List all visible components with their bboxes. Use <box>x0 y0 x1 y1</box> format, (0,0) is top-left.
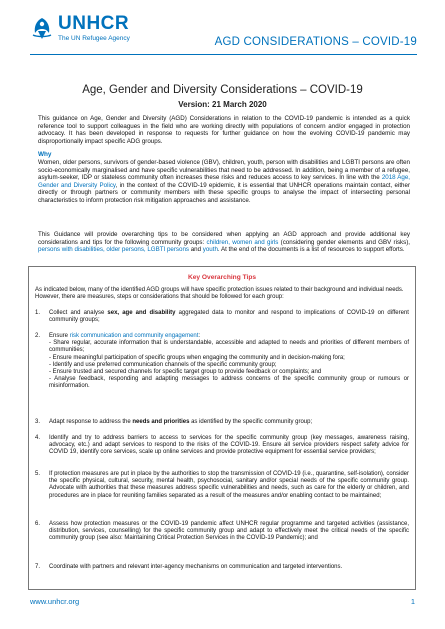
org-name: UNHCR <box>58 13 130 34</box>
page-header <box>0 0 445 70</box>
document-banner: AGD CONSIDERATIONS – COVID-19 <box>214 36 417 48</box>
tip-number: 2. <box>35 333 41 339</box>
org-tagline: The UN Refugee Agency <box>58 35 130 42</box>
risk-communication-link[interactable]: risk communication and community engagement <box>69 333 199 339</box>
tip-text: as identified by the specific community group; <box>189 419 313 425</box>
tip-text: Coordinate with partners and relevant inter-agency mechanisms on communication and targeted interventions. <box>49 564 343 570</box>
why-text-2: , in the context of the COVID-19 epidemic, it is essential that UNHCR operations maintain contact, either directly or through partners or community members with these specific groups to analyse the impact of intersecting personal characteristics to inform protection risk mitigation approaches and assistance. <box>38 181 410 204</box>
tip-subpoint: - Ensure trusted and secured channels for specific target group to provide feedback or complaints; and <box>49 369 322 376</box>
tip-item <box>35 435 409 457</box>
tip-item <box>35 471 409 500</box>
tip-text: Identify and try to address barriers to access to services for the specific community group (key messages, awareness raising, advocacy, etc.) and adapt services to respond to the risks of the COVID-19. Ensure all service providers respect safety advice for COVID 19, identify core services, scale up online services and provide protective equipment for essential service providers; <box>49 435 409 456</box>
tip-number: 3. <box>35 419 41 425</box>
document-title: Age, Gender and Diversity Considerations – COVID-19 <box>82 84 363 96</box>
tip-number: 4. <box>35 435 41 441</box>
tips-title: Key Overarching Tips <box>187 274 257 281</box>
youth-link[interactable]: youth <box>202 246 218 254</box>
key-tips-box <box>28 266 416 590</box>
guidance-text-4: . At the end of the documents is a list of resources to support efforts. <box>217 246 405 254</box>
tip-number: 6. <box>35 521 41 527</box>
guidance-paragraph <box>38 231 410 254</box>
tip-item <box>35 333 409 391</box>
header-divider <box>30 54 417 55</box>
footer-website-link[interactable]: www.unhcr.org <box>30 597 80 606</box>
why-paragraph <box>38 159 410 205</box>
agd-policy-link[interactable]: 2018 Age, Gender and Diversity Policy <box>38 174 411 189</box>
tip-subpoint: - Share regular, accurate information that is understandable, accessible and adapted to needs and priorities of different members of communities; <box>49 340 409 354</box>
tip-item <box>35 521 409 543</box>
tip-bold-text: needs and priorities <box>132 419 190 425</box>
tip-number: 5. <box>35 471 41 477</box>
tip-number: 7. <box>35 564 41 570</box>
why-text-1: Women, older persons, survivors of gender-based violence (GBV), children, youth, person with disabilities and LGBTI persons are often socio-economically marginalised and have specific vulnerabilities that need to be addressed. In addition, being a member of a refugee, asylum-seeker, IDP or stateless community often increases these risks and reduces access to key services. In line with the <box>38 159 410 182</box>
guidance-text-3: and <box>188 246 203 254</box>
intro-paragraph: This guidance on Age, Gender and Diversity (AGD) Considerations in relation to the COVID-19 pandemic is intended as a quick reference tool to support colleagues in the field who are working directly with populations of concern and/or engaged in protection advocacy. It has been developed in response to requests for further guidance on how the evolving COVID-19 pandemic may disproportionally impact specific ADG groups. <box>38 115 410 145</box>
tip-text: : <box>198 333 201 339</box>
unhcr-logo[interactable] <box>30 14 130 44</box>
page-number: 1 <box>410 597 415 606</box>
tip-item <box>35 564 409 571</box>
tip-text: If protection measures are put in place by the authorities to stop the transmission of COVID-19 (i.e., quarantine, self-isolation), consider the specific physical, cultural, security, mental health, psychosocial, sanitary and/or special needs of the specific community group. Advocate with authorities that these measures address specific vulnerabilities and needs, such as care for the elderly or children, and procedures are in place for reuniting families separated as a result of the measures and/or enabling contact to be maintained; <box>49 471 409 499</box>
tip-subpoint: - Analyse feedback, responding and adapting messages to address concerns of the specific community group or rumours or misinformation. <box>49 376 409 390</box>
disabilities-older-lgbti-link[interactable]: persons with disabilities, older persons, LGBTI persons <box>38 246 189 254</box>
tip-item <box>35 419 409 426</box>
tip-text: Collect and analyse <box>49 310 108 316</box>
tip-subpoint: - Identify and use preferred communication channels of the specific community group; <box>49 361 277 368</box>
tip-text: Assess how protection measures or the COVID-19 pandemic affect UNHCR regular programme and targeted activities (assistance, distribution, services, counselling) for the specific community group and adapt to effectively meet the critical needs of the specific community group (see also: Maintaining Critical Protection Services in the COVID-19 Pandemic); and <box>49 521 409 542</box>
guidance-text-1: This Guidance will provide overarching tips to be considered when applying an AGD approach and provide additional key considerations and tips for the following community groups: <box>38 231 410 246</box>
document-version: Version: 21 March 2020 <box>178 100 267 109</box>
tip-number: 1. <box>35 310 41 316</box>
tip-text: Adapt response to address the <box>49 419 133 425</box>
tip-bold-text: sex, age and disability <box>107 310 176 316</box>
tip-subpoint: - Ensure meaningful participation of specific groups when engaging the community and in decision-making fora; <box>49 354 345 361</box>
children-women-girls-link[interactable]: children, women and girls <box>206 238 279 246</box>
tip-text: aggregated data to monitor and respond to implications of COVID-19 on different community groups; <box>49 310 409 324</box>
guidance-text-2: (considering gender elements and GBV risks), <box>278 238 411 246</box>
tip-text: Ensure <box>49 333 70 339</box>
tip-item <box>35 310 409 324</box>
tips-intro: As indicated below, many of the identified AGD groups will have specific protection issues related to their background and individual needs. However, there are measures, steps or considerations that should be followed for each group: <box>35 287 404 301</box>
unhcr-emblem-icon <box>30 14 54 44</box>
why-heading: Why <box>38 151 52 158</box>
